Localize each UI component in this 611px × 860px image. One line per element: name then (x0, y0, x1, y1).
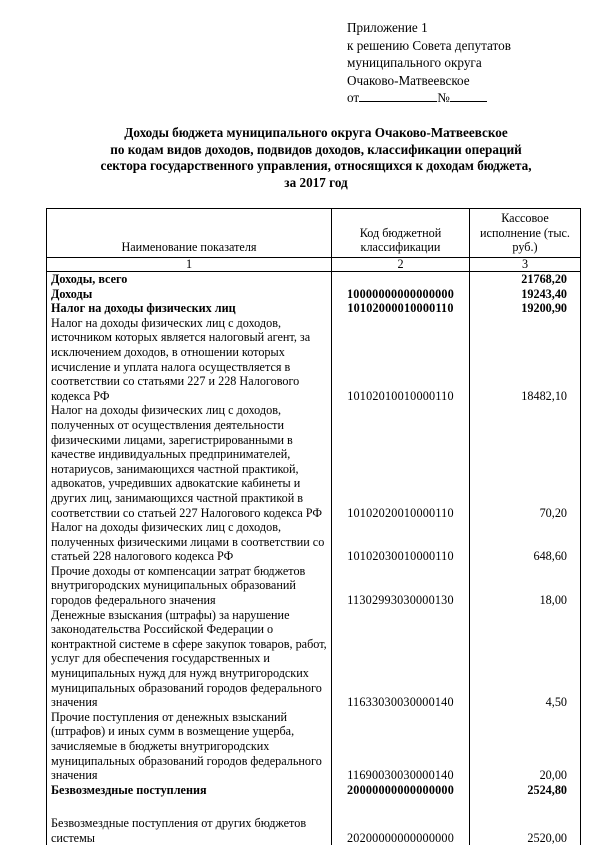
appendix-line: муниципального округа (347, 55, 482, 70)
column-number: 2 (332, 258, 470, 272)
row-name-cell: Безвозмездные поступления (47, 783, 332, 798)
row-amount-cell: 19243,40 (470, 287, 581, 302)
row-code-cell: 11690030030000140 (332, 710, 470, 783)
number-label: № (437, 90, 450, 105)
date-blank (359, 89, 437, 102)
table-row (47, 316, 581, 404)
row-amount-cell: 20,00 (470, 710, 581, 783)
row-code-cell: 10102020010000110 (332, 403, 470, 520)
appendix-line: к решению Совета депутатов (347, 37, 511, 53)
row-amount-cell: 648,60 (470, 520, 581, 564)
row-code-cell: 20000000000000000 (332, 783, 470, 798)
row-name-cell: Прочие поступления от денежных взысканий (штрафов) и иных сумм в возмещение ущерба, зачисляемые в бюджеты внутригородских муниципальных образований городов федерального значения (47, 710, 332, 783)
date-label: от (347, 90, 360, 105)
header-amount: Кассовое исполнение (тыс. руб.) (470, 209, 581, 258)
row-amount-cell: 21768,20 (470, 272, 581, 287)
table-row (47, 608, 581, 710)
title-line: за 2017 год (284, 174, 348, 190)
table-row (47, 783, 581, 798)
table-row (47, 403, 581, 520)
row-amount-cell: 19200,90 (470, 301, 581, 316)
table-row (47, 710, 581, 783)
revenue-table (46, 208, 581, 845)
row-code-cell: 11302993030000130 (332, 564, 470, 608)
table-row (47, 272, 581, 287)
row-code-cell: 20200000000000000 (332, 797, 470, 845)
row-code-cell: 10102010010000110 (332, 316, 470, 404)
row-name-cell: Безвозмездные поступления от других бюджетов системы (47, 797, 332, 845)
row-name-cell: Доходы (47, 287, 332, 302)
title-line: сектора государственного управления, относящихся к доходам бюджета, (100, 158, 532, 173)
row-name-cell: Налог на доходы физических лиц с доходов, полученных от осуществления деятельности физическими лицами, зарегистрированными в качестве индивидуальных предпринимателей, нотариусов, занимающихся частной практикой, адвокатов, учредивших адвокатские кабинеты и других лиц, занимающихся частной практикой в соответствии со статьей 227 Налогового кодекса РФ (47, 403, 332, 520)
title-line: по кодам видов доходов, подвидов доходов, классификации операций (110, 141, 522, 157)
row-amount-cell: 18,00 (470, 564, 581, 608)
row-amount-cell: 2520,00 (470, 797, 581, 845)
column-number: 3 (470, 258, 581, 272)
appendix-line: Приложение 1 (347, 20, 428, 35)
row-name-cell: Налог на доходы физических лиц с доходов, полученных физическими лицами в соответствии со статьей 228 налогового кодекса РФ (47, 520, 332, 564)
header-code: Код бюджетной классификации (332, 209, 470, 258)
row-code-cell: 10102030010000110 (332, 520, 470, 564)
row-amount-cell: 4,50 (470, 608, 581, 710)
row-code-cell: 11633030030000140 (332, 608, 470, 710)
table-row (47, 287, 581, 302)
title-line: Доходы бюджета муниципального округа Очаково-Матвеевское (124, 125, 508, 140)
row-amount-cell: 70,20 (470, 403, 581, 520)
table-row (47, 301, 581, 316)
document-title (36, 125, 596, 191)
appendix-line: Очаково-Матвеевское (347, 72, 470, 88)
column-number: 1 (47, 258, 332, 272)
table-row (47, 797, 581, 845)
row-code-cell: 10102000010000110 (332, 301, 470, 316)
table-body (47, 272, 581, 846)
row-amount-cell: 2524,80 (470, 783, 581, 798)
table-row (47, 520, 581, 564)
number-blank (450, 89, 487, 102)
row-code-cell (332, 272, 470, 287)
row-name-cell: Налог на доходы физических лиц с доходов, источником которых является налоговый агент, за исключением доходов, в отношении которых исчисление и уплата налога осуществляется в соответствии со статьями 227 и 228 Налогового кодекса РФ (47, 316, 332, 404)
row-name-cell: Прочие доходы от компенсации затрат бюджетов внутригородских муниципальных образований городов федерального значения (47, 564, 332, 608)
table-row (47, 564, 581, 608)
appendix-date-line (347, 89, 597, 107)
row-name-cell: Доходы, всего (47, 272, 332, 287)
header-name: Наименование показателя (47, 209, 332, 258)
row-name-cell: Налог на доходы физических лиц (47, 301, 332, 316)
row-code-cell: 10000000000000000 (332, 287, 470, 302)
row-amount-cell: 18482,10 (470, 316, 581, 404)
appendix-block (347, 19, 597, 107)
row-name-cell: Денежные взыскания (штрафы) за нарушение законодательства Российской Федерации о контрактной системе в сфере закупок товаров, работ, услуг для обеспечения государственных и муниципальных нужд для нужд внутригородских муниципальных образований городов федерального значения (47, 608, 332, 710)
